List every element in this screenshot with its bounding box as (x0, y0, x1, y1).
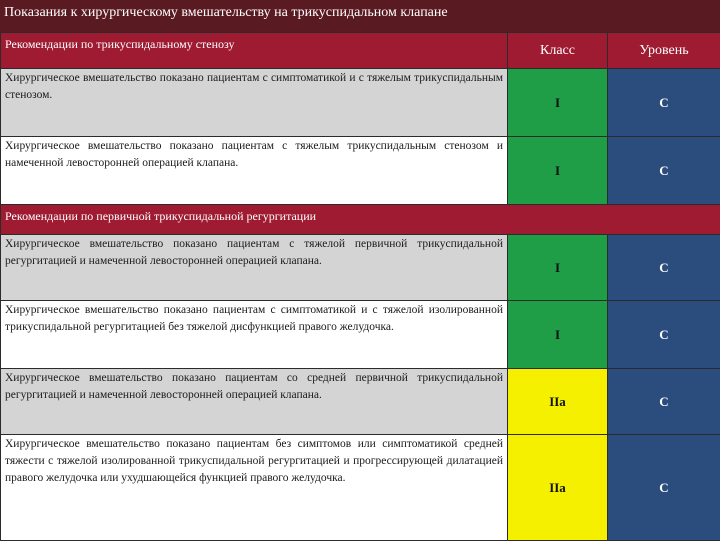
level-cell: C (608, 369, 720, 435)
recommendation-text: Хирургическое вмешательство показано пациентам без симптомов или симптоматикой средней тяжести с тяжелой изолированной трикуспидальной регургитацией и прогрессирующей дилатацией правого желудочка или ухудшающейся функцией правого желудочка. (1, 435, 508, 541)
recommendation-text: Хирургическое вмешательство показано пациентам с симптоматикой и с тяжелой изолированной трикуспидальной регургитацией без тяжелой дисфункцией правого желудочка. (1, 301, 508, 369)
section-heading: Рекомендации по первичной трикуспидальной регургитации (1, 205, 720, 235)
table-row (1, 435, 720, 541)
table-row (1, 301, 720, 369)
recommendations-table (0, 32, 720, 541)
level-cell: C (608, 301, 720, 369)
table-row (1, 235, 720, 301)
table-row (1, 369, 720, 435)
page-title: Показания к хирургическому вмешательству на трикуспидальном клапане (0, 0, 720, 32)
level-cell: C (608, 69, 720, 137)
column-header-level: Уровень (608, 33, 720, 69)
table-row (1, 69, 720, 137)
table-row (1, 137, 720, 205)
class-cell: I (508, 69, 608, 137)
class-cell: I (508, 235, 608, 301)
level-cell: C (608, 435, 720, 541)
recommendation-text: Хирургическое вмешательство показано пациентам с тяжелой первичной трикуспидальной регургитацией и намеченной левосторонней операцией клапана. (1, 235, 508, 301)
level-cell: C (608, 137, 720, 205)
column-header-class: Класс (508, 33, 608, 69)
class-cell: IIa (508, 435, 608, 541)
section-header-row (1, 205, 720, 235)
class-cell: I (508, 301, 608, 369)
recommendation-text: Хирургическое вмешательство показано пациентам с тяжелым трикуспидальным стенозом и намеченной левосторонней операцией клапана. (1, 137, 508, 205)
recommendation-text: Хирургическое вмешательство показано пациентам с симптоматикой и с тяжелым трикуспидальным стенозом. (1, 69, 508, 137)
section-header-row (1, 33, 720, 69)
section-heading: Рекомендации по трикуспидальному стенозу (1, 33, 508, 69)
recommendation-text: Хирургическое вмешательство показано пациентам со средней первичной трикуспидальной регургитацией и намеченной левосторонней операцией клапана. (1, 369, 508, 435)
class-cell: IIa (508, 369, 608, 435)
level-cell: C (608, 235, 720, 301)
class-cell: I (508, 137, 608, 205)
